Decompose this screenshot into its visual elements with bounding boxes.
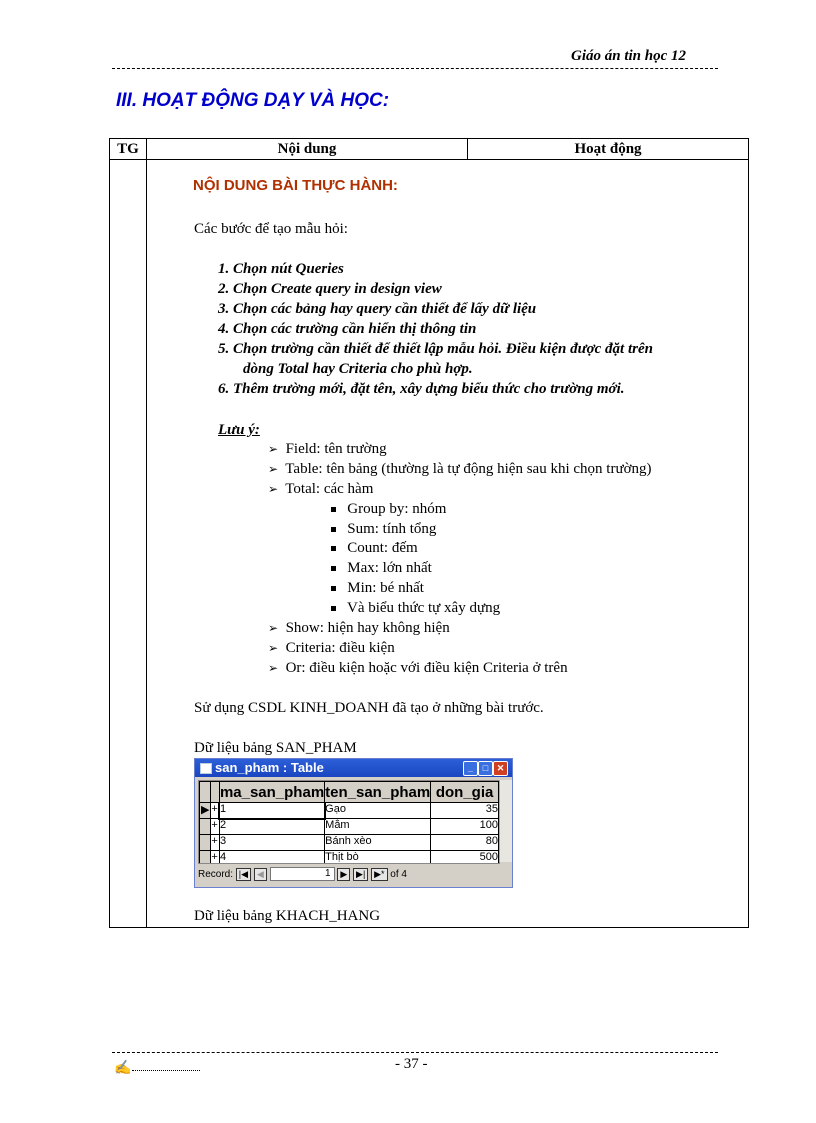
- expand-icon[interactable]: +: [211, 803, 220, 819]
- step-4: 4. Chọn các trường cần hiển thị thông tin: [218, 321, 477, 337]
- square-bullet-icon: [331, 527, 336, 532]
- window-title: san_pham : Table: [215, 760, 324, 775]
- square-bullet-icon: [331, 546, 336, 551]
- arrow-bullet-icon: ➢: [268, 462, 279, 476]
- arrow-bullet-icon: ➢: [268, 442, 279, 456]
- cell[interactable]: 4: [219, 851, 324, 865]
- access-table-window: [194, 758, 513, 888]
- cell[interactable]: 3: [219, 835, 324, 851]
- minimize-icon[interactable]: _: [463, 761, 478, 776]
- expand-icon[interactable]: +: [211, 819, 220, 835]
- maximize-icon[interactable]: □: [478, 761, 493, 776]
- row-selector[interactable]: [200, 835, 211, 851]
- table-icon: [200, 763, 212, 774]
- content-cell: [147, 160, 749, 928]
- arrow-bullet-icon: ➢: [268, 482, 279, 496]
- expand-icon[interactable]: +: [211, 851, 220, 865]
- header-title: Giáo án tin học 12: [571, 48, 687, 64]
- square-bullet-icon: [331, 586, 336, 591]
- lesson-table: [109, 138, 749, 928]
- cell[interactable]: 100: [431, 819, 499, 835]
- note-item: Field: tên trường: [285, 441, 387, 457]
- column-header[interactable]: ten_san_pham: [325, 783, 431, 801]
- window-titlebar[interactable]: [195, 759, 512, 777]
- arrow-bullet-icon: ➢: [268, 641, 279, 655]
- footer-dotted-line: [132, 1070, 200, 1071]
- row-selector-header: [200, 782, 211, 803]
- function-item: Max: lớn nhất: [347, 560, 432, 576]
- column-header[interactable]: ma_san_pham: [219, 783, 325, 801]
- cell[interactable]: Gạo: [325, 803, 431, 819]
- datasheet-grid: [198, 780, 500, 864]
- col-header-activity: Hoạt động: [468, 139, 749, 160]
- square-bullet-icon: [331, 566, 336, 571]
- footer-divider: [112, 1052, 718, 1053]
- expand-header: [211, 782, 220, 803]
- record-navigation: [198, 867, 508, 883]
- first-record-icon[interactable]: |◀: [236, 868, 251, 881]
- current-record-icon[interactable]: ▶: [200, 803, 211, 819]
- col-header-content: Nội dung: [147, 139, 468, 160]
- step-6: 6. Thêm trường mới, đặt tên, xây dựng biểu thức cho trường mới.: [218, 381, 625, 397]
- close-icon[interactable]: ✕: [493, 761, 508, 776]
- square-bullet-icon: [331, 507, 336, 512]
- record-number-input[interactable]: 1: [270, 867, 335, 881]
- tg-cell: [110, 160, 147, 928]
- table-row[interactable]: [200, 803, 499, 819]
- table-row[interactable]: [200, 819, 499, 835]
- cell[interactable]: 500: [431, 851, 499, 865]
- function-item: Và biểu thức tự xây dựng: [346, 600, 501, 616]
- cell[interactable]: Mắm: [325, 819, 431, 835]
- column-header[interactable]: don_gia: [431, 782, 499, 803]
- page-number: - 37 -: [395, 1056, 428, 1072]
- step-5-cont: dòng Total hay Criteria cho phù hợp.: [243, 361, 473, 377]
- row-selector[interactable]: [200, 851, 211, 865]
- note-item: Total: các hàm: [285, 481, 374, 497]
- header-divider: [112, 68, 718, 69]
- khach-hang-label: Dữ liệu bảng KHACH_HANG: [194, 908, 381, 924]
- step-3: 3. Chọn các bảng hay query cần thiết để lấy dữ liệu: [218, 301, 537, 317]
- san-pham-label: Dữ liệu bảng SAN_PHAM: [194, 740, 357, 756]
- table-row[interactable]: [200, 835, 499, 851]
- note-item: Show: hiện hay không hiện: [285, 620, 450, 636]
- step-1: 1. Chọn nút Queries: [218, 261, 344, 277]
- square-bullet-icon: [331, 606, 336, 611]
- cell[interactable]: 35: [431, 803, 499, 819]
- cell[interactable]: Thịt bò: [325, 851, 431, 865]
- last-record-icon[interactable]: ▶|: [353, 868, 368, 881]
- row-selector[interactable]: [200, 819, 211, 835]
- function-item: Count: đếm: [347, 540, 418, 556]
- cell[interactable]: 80: [431, 835, 499, 851]
- content-title: NỘI DUNG BÀI THỰC HÀNH:: [193, 177, 398, 194]
- table-row[interactable]: [200, 851, 499, 865]
- note-item: Table: tên bảng (thường là tự động hiện sau khi chọn trường): [285, 461, 652, 477]
- step-5: 5. Chọn trường cần thiết để thiết lập mẫu hỏi. Điều kiện được đặt trên: [218, 341, 653, 357]
- intro-text: Các bước để tạo mẫu hỏi:: [194, 221, 348, 237]
- expand-icon[interactable]: +: [211, 835, 220, 851]
- cell[interactable]: 2: [219, 819, 324, 835]
- cell[interactable]: Bánh xèo: [325, 835, 431, 851]
- pen-icon: ✍: [114, 1061, 132, 1076]
- arrow-bullet-icon: ➢: [268, 621, 279, 635]
- function-item: Sum: tính tổng: [347, 521, 437, 537]
- section-title: III. HOẠT ĐỘNG DẠY VÀ HỌC:: [116, 90, 390, 111]
- vertical-scrollbar[interactable]: [499, 780, 512, 862]
- note-item: Or: điều kiện hoặc với điều kiện Criteria ở trên: [285, 660, 568, 676]
- next-record-icon[interactable]: ▶: [337, 868, 350, 881]
- arrow-bullet-icon: ➢: [268, 661, 279, 675]
- cell[interactable]: 1: [219, 803, 324, 819]
- function-item: Group by: nhóm: [347, 501, 447, 517]
- function-item: Min: bé nhất: [347, 580, 424, 596]
- note-item: Criteria: điều kiện: [285, 640, 395, 656]
- record-total: of 4: [390, 869, 407, 880]
- prev-record-icon[interactable]: ◀: [254, 868, 267, 881]
- note-label: Lưu ý:: [218, 422, 260, 438]
- record-label: Record:: [198, 869, 234, 880]
- db-sentence: Sử dụng CSDL KINH_DOANH đã tạo ở những bài trước.: [194, 700, 544, 716]
- new-record-icon[interactable]: ▶*: [371, 868, 387, 881]
- col-header-tg: TG: [110, 139, 147, 160]
- step-2: 2. Chọn Create query in design view: [218, 281, 442, 297]
